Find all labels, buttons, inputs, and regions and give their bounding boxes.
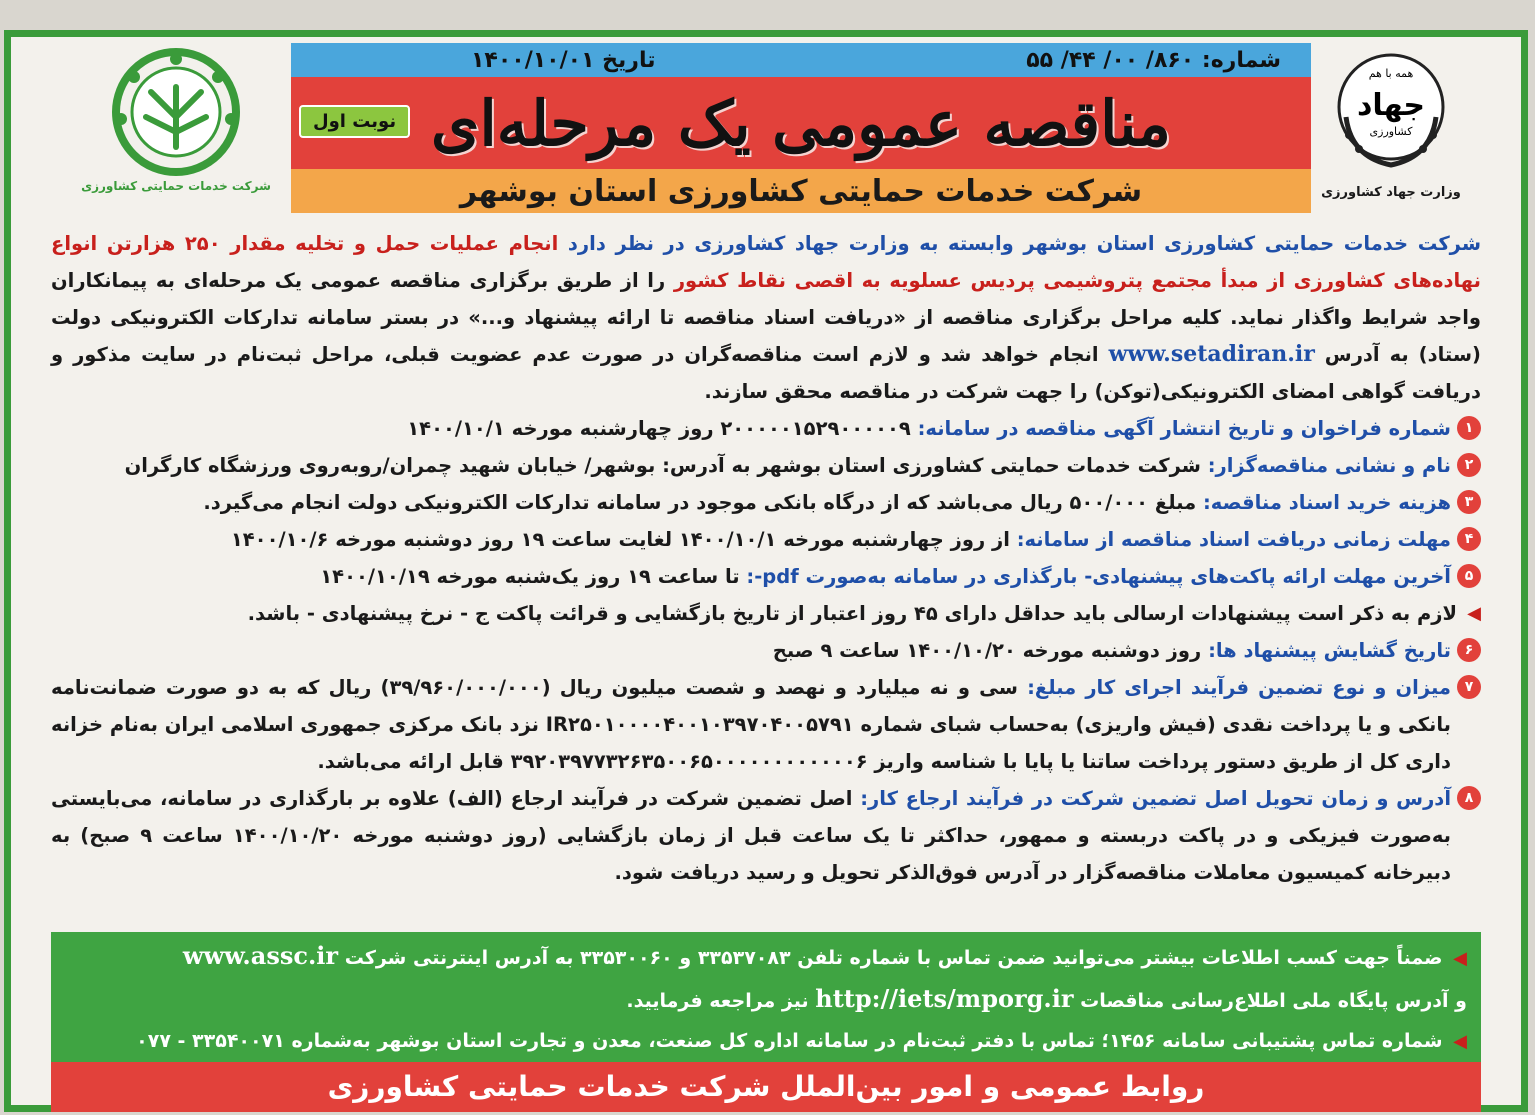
intro-text-1: شرکت خدمات حمایتی کشاورزی استان بوشهر وابسته به وزارت جهاد کشاورزی در نظر دارد <box>567 232 1481 255</box>
company-logo-caption: شرکت خدمات حمایتی کشاورزی <box>81 179 271 193</box>
validity-note: لازم به ذکر است پیشنهادات ارسالی باید حداقل دارای ۴۵ روز اعتبار از تاریخ بازگشایی و قرائت پاکت ج - نرخ پیشنهادی - باشد. <box>247 602 1457 625</box>
ministry-emblem-icon <box>1331 47 1451 177</box>
item-label: تاریخ گشایش پیشنهاد ها: <box>1208 639 1451 662</box>
setad-link[interactable]: www.setadiran.ir <box>1108 341 1315 367</box>
ministry-logo <box>1316 47 1466 217</box>
item-number: ۴ <box>1457 527 1481 551</box>
item-text: شرکت خدمات حمایتی کشاورزی استان بوشهر به آدرس: بوشهر/ خیابان شهید چمران/روبه‌روی ورزشگاه کارگران <box>124 454 1201 477</box>
arrow-icon: ◀ <box>1453 1031 1467 1052</box>
arrow-icon: ◀ <box>1453 948 1467 969</box>
iets-link[interactable]: http://iets/mporg.ir <box>815 984 1074 1013</box>
item-number: ۷ <box>1457 675 1481 699</box>
contact-text-2: و آدرس پایگاه ملی اطلاع‌رسانی مناقصات <box>1080 990 1467 1012</box>
contact-text-2b: نیز مراجعه فرمایید. <box>626 990 809 1012</box>
page-title: مناقصه عمومی یک مرحله‌ای <box>431 86 1171 160</box>
reference-number: شماره: ۸۶۰/ ۰۰/ ۴۴/ ۵۵ <box>1026 47 1281 73</box>
ministry-logo-caption: وزارت جهاد کشاورزی <box>1321 185 1461 200</box>
main-title-bar <box>291 77 1311 169</box>
contact-line-3 <box>65 1021 1467 1062</box>
item-label: مهلت زمانی دریافت اسناد مناقصه از سامانه: <box>1016 528 1451 551</box>
item-number: ۲ <box>1457 453 1481 477</box>
list-item <box>51 410 1481 447</box>
page-subtitle: شرکت خدمات حمایتی کشاورزی استان بوشهر <box>459 173 1143 209</box>
contact-box <box>51 932 1481 1062</box>
list-item <box>51 558 1481 595</box>
contact-text-1: ضمناً جهت کسب اطلاعات بیشتر می‌توانید ضمن تماس با شماره تلفن ۳۳۵۳۷۰۸۳ و ۳۳۵۳۰۰۶۰ به آدرس اینترنتی شرکت <box>344 947 1443 969</box>
signature: روابط عمومی و امور بین‌الملل شرکت خدمات حمایتی کشاورزی <box>327 1070 1205 1103</box>
list-item <box>51 447 1481 484</box>
item-number: ۵ <box>1457 564 1481 588</box>
item-label: میزان و نوع تضمین فرآیند اجرای کار مبلغ: <box>1027 676 1452 699</box>
item-text: روز دوشنبه مورخه ۱۴۰۰/۱۰/۲۰ ساعت ۹ صبح <box>772 639 1202 662</box>
contact-text-3: شماره تماس پشتیبانی سامانه ۱۴۵۶؛ تماس با دفتر ثبت‌نام در سامانه اداره کل صنعت، معدن و تجارت استان بوشهر به‌شماره ۳۳۵۴۰۰۷۱ - ۰۷۷ <box>136 1030 1443 1052</box>
assc-link[interactable]: www.assc.ir <box>182 941 339 970</box>
item-number: ۳ <box>1457 490 1481 514</box>
list-item <box>51 780 1481 891</box>
item-label: نام و نشانی مناقصه‌گزار: <box>1207 454 1451 477</box>
intro-text-3: انجام خواهد شد و لازم است مناقصه‌گران در صورت عدم عضویت قبلی، مراحل ثبت‌نام در سایت مذکور و دریافت گواهی امضای الکترونیکی(توکن) را جهت شرکت در مناقصه محقق سازند. <box>51 343 1481 403</box>
item-text: تا ساعت ۱۹ روز یک‌شنبه مورخه ۱۴۰۰/۱۰/۱۹ <box>320 565 740 588</box>
intro-paragraph <box>51 225 1481 410</box>
item-number: ۶ <box>1457 638 1481 662</box>
reference-bar <box>291 43 1311 77</box>
note-item <box>51 595 1481 632</box>
contact-line-2 <box>65 979 1467 1021</box>
item-text: مبلغ ۵۰۰/۰۰۰ ریال می‌باشد که از درگاه بانکی موجود در سامانه تدارکات الکترونیکی دولت انجام می‌گیرد. <box>203 491 1197 514</box>
item-label: هزینه خرید اسناد مناقصه: <box>1202 491 1451 514</box>
header <box>11 37 1521 219</box>
item-label: شماره فراخوان و تاریخ انتشار آگهی مناقصه در سامانه: <box>917 417 1451 440</box>
contact-line-1 <box>65 936 1467 979</box>
announcement-frame <box>4 30 1528 1112</box>
item-label: آخرین مهلت ارائه پاکت‌های پیشنهادی- بارگذاری در سامانه به‌صورت pdf-: <box>746 565 1451 588</box>
wheat-emblem-icon <box>111 47 241 177</box>
round-badge: نوبت اول <box>299 105 410 138</box>
intro-text-2: را از طریق برگزاری مناقصه عمومی یک مرحله‌ای به پیمانکاران واجد شرایط واگذار نماید. کلیه مراحل برگزاری مناقصه از «دریافت اسناد مناقصه تا ارائه پیشنهاد و...» در بستر سامانه تدارکات الکترونیکی دولت (ستاد) به آدرس <box>51 269 1481 366</box>
title-banner <box>291 43 1311 213</box>
item-label: آدرس و زمان تحویل اصل تضمین شرکت در فرآیند ارجاع کار: <box>860 787 1452 810</box>
ministry-logo-small: کشاورزی <box>1369 125 1413 138</box>
ministry-logo-top: همه با هم <box>1368 67 1414 80</box>
item-text: سی و نه میلیارد و نهصد و شصت میلیون ریال (۳۹/۹۶۰/۰۰۰/۰۰۰) ریال که به دو صورت ضمانت‌نامه بانکی و یا پرداخت نقدی (فیش واریزی) به‌حساب شبای شماره IR۲۵۰۱۰۰۰۰۴۰۰۱۰۳۹۷۰۴۰۰۵۷۹۱ نزد بانک مرکزی جمهوری اسلامی ایران به‌نام خزانه داری کل از طریق دستور پرداخت ساتنا یا پایا با شناسه واریز ۳۹۲۰۳۹۷۷۳۲۶۳۵۰۰۶۵۰۰۰۰۰۰۰۰۰۰۰۰۶ قابل ارائه می‌باشد. <box>51 676 1452 773</box>
signature-bar <box>51 1062 1481 1112</box>
reference-date: تاریخ ۱۴۰۰/۱۰/۰۱ <box>471 47 656 73</box>
item-text: ۲۰۰۰۰۰۱۵۲۹۰۰۰۰۰۹ روز چهارشنبه مورخه ۱۴۰۰/۱۰/۱ <box>407 417 911 440</box>
list-item <box>51 669 1481 780</box>
item-text: اصل تضمین شرکت در فرآیند ارجاع (الف) علاوه بر بارگذاری در سامانه، می‌بایستی به‌صورت فیزیکی و در پاکت دربسته و ممهور، حداکثر تا یک ساعت قبل از زمان بازگشایی (روز دوشنبه مورخه ۱۴۰۰/۱۰/۲۰ ساعت ۹ صبح) به دبیرخانه کمیسیون معاملات مناقصه‌گزار در آدرس فوق‌الذکر تحویل و رسید دریافت شود. <box>51 787 1451 884</box>
list-item <box>51 632 1481 669</box>
list-item <box>51 484 1481 521</box>
item-text: از روز چهارشنبه مورخه ۱۴۰۰/۱۰/۱ لغایت ساعت ۱۹ روز دوشنبه مورخه ۱۴۰۰/۱۰/۶ <box>230 528 1010 551</box>
ministry-logo-word: جهاد <box>1356 88 1426 123</box>
arrow-icon: ◀ <box>1467 603 1481 624</box>
item-number: ۸ <box>1457 786 1481 810</box>
item-number: ۱ <box>1457 416 1481 440</box>
intro-highlight: انجام عملیات حمل و تخلیه مقدار ۲۵۰ هزارتن انواع نهاده‌های کشاورزی از مبدأ مجتمع پتروشیمی پردیس عسلویه به اقصی نقاط کشور <box>51 232 1481 292</box>
subtitle-bar <box>291 169 1311 213</box>
item-list <box>51 410 1481 891</box>
announcement-body <box>51 225 1481 891</box>
company-logo <box>81 47 271 217</box>
list-item <box>51 521 1481 558</box>
